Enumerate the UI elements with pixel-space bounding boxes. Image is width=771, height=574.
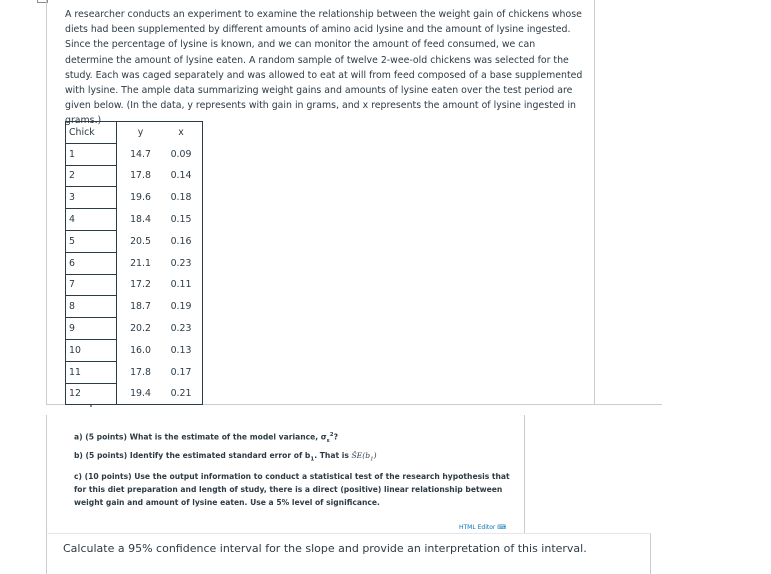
cell-x: 0.19 [170,301,192,313]
cell-y: 20.2 [130,323,151,335]
cell-y: 19.6 [130,192,151,204]
frame-left-border [46,0,47,405]
frame-right-border [594,0,595,405]
table-row [66,383,203,405]
cell-chick: 8 [66,296,117,318]
question-b-formula: ŜE(b [351,451,371,460]
table-row [66,339,203,361]
table-row [66,230,203,252]
cell-y: 21.1 [130,257,151,269]
question-a-sub: ε [326,438,330,445]
cell-x: 0.14 [170,170,192,182]
question-a-text: a) (5 points) What is the estimate of the model variance, σ [74,432,327,442]
cell-chick: 2 [66,165,117,187]
question-b-formula-sub: 1 [370,456,374,463]
cell-x: 0.17 [170,366,192,378]
cell-y: 17.8 [130,170,151,182]
question-a-end: ? [333,432,339,442]
table-row [66,209,203,231]
html-editor-link[interactable] [459,524,506,531]
answer-text[interactable]: Calculate a 95% confidence interval for the slope and provide an interpretation of this interval. [63,542,587,555]
cell-x: 0.21 [170,388,192,400]
cell-chick: 7 [66,274,117,296]
question-b-text: b) (5 points) Identify the estimated standard error of b [74,451,311,460]
cell-x: 0.23 [170,257,192,269]
question-b-sub: 1 [310,456,315,463]
cell-chick: 3 [66,187,117,209]
question-c [74,471,514,509]
cell-y: 19.4 [130,388,151,400]
table-row [66,361,203,383]
question-b-mid: . That is [314,451,352,460]
header-chick: Chick [66,122,117,144]
question-a-sup: 2 [329,432,334,438]
table-row [66,187,203,209]
cell-chick: 12 [66,383,117,405]
keyboard-icon: ⌨ [495,524,506,531]
table-row [66,296,203,318]
header-y: y [137,127,144,139]
cell-x: 0.09 [170,148,192,160]
cell-x: 0.16 [170,235,192,247]
table-row [66,318,203,340]
question-b-formula-end: ) [373,451,377,460]
cell-y: 14.7 [130,148,151,160]
question-a [74,429,514,448]
cell-y: 18.7 [130,301,151,313]
cell-chick: 5 [66,230,117,252]
cell-chick: 6 [66,252,117,274]
cell-y: 16.0 [130,344,151,356]
data-table [65,121,203,405]
question-b [74,450,514,466]
table-row [66,143,203,165]
cell-chick: 4 [66,209,117,231]
table-row [66,274,203,296]
question-c-text: c) (10 points) Use the output information to conduct a statistical test of the research hypothesis that for this diet preparation and length of study, there is a direct (positive) linear relationship between weight gain and amount of lysine eaten. Use a 5% level of significance. [74,472,510,507]
header-x: x [178,127,184,139]
cell-x: 0.13 [170,344,192,356]
cell-y: 17.8 [130,366,151,378]
table-row [66,252,203,274]
cell-chick: 11 [66,361,117,383]
cell-x: 0.15 [170,214,192,226]
cell-x: 0.18 [170,192,192,204]
cell-y: 18.4 [130,214,151,226]
table-header-row [66,122,203,144]
cell-x: 0.11 [170,279,192,291]
cell-chick: 10 [66,339,117,361]
table-row [66,165,203,187]
cell-chick: 1 [66,143,117,165]
table-body [66,143,203,405]
problem-intro: A researcher conducts an experiment to examine the relationship between the weight gain of chickens whose diets had been supplemented by different amounts of amino acid lysine and the amount of lysine ingested. Since the percentage of lysine is known, and we can monitor the amount of feed consumed, we can determine the amount of lysine eaten. A random sample of twelve 2-wee-old chickens was selected for the study. Each was caged separately and was allowed to eat at will from feed composed of a base supplemented with lysine. The ample data summarizing weight gains and amounts of lysine eaten over the test period are given below. (In the data, y represents with gain in grams, and x represents the amount of lysine ingested in grams.) [65,9,583,127]
cell-x: 0.23 [170,323,192,335]
cell-chick: 9 [66,318,117,340]
cell-y: 17.2 [130,279,151,291]
cell-y: 20.5 [130,235,151,247]
html-editor-label[interactable]: HTML Editor [459,524,496,531]
